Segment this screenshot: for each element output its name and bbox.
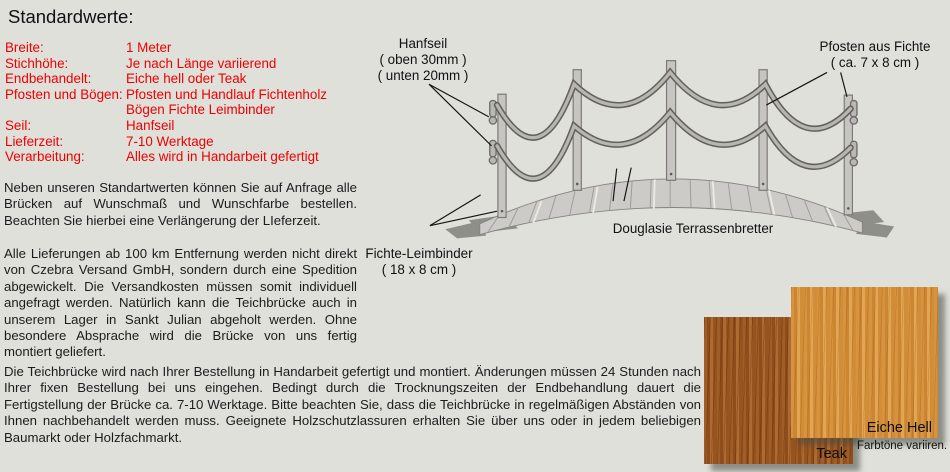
paragraph-production: Die Teichbrücke wird nach Ihrer Bestellung in Handarbeit gefertigt und montiert. Änderungen müssen 24 Stunden nach Ihrer fixen Bestellung bei uns eingehen. Bedingt durch die Trocknungszeiten der Endbehandlung dauert die Fertigstellung der Brücke ca. 7-10 Werktage. Bitte beachten Sie, dass die Teichbrücke in regelmäßigen Abständen von Ihnen nachbehandelt werden muss. Geeignete Holzschutzlassuren erhalten Sie über uns oder in jedem beliebigen Baumarkt oder Holzfachmarkt. — [4, 364, 701, 445]
annotation-pfosten — [808, 39, 942, 71]
spec-value: Hanfseil — [126, 117, 175, 133]
spec-value: 1 Meter — [126, 40, 172, 55]
spec-value: Bögen Fichte Leimbinder — [126, 102, 275, 118]
spec-label: Seil: — [5, 117, 32, 133]
spec-row — [5, 149, 327, 165]
spec-row — [5, 102, 327, 118]
annotation-hanfseil — [362, 36, 484, 84]
wood-sample-label: Eiche Hell — [866, 420, 932, 436]
spec-row — [5, 118, 327, 134]
annotation-line: ( 18 x 8 cm ) — [381, 262, 457, 277]
annotation-line: Pfosten aus Fichte — [819, 39, 931, 54]
annotation-leimbinder — [356, 246, 482, 278]
wood-sample-label: Teak — [816, 446, 847, 462]
spec-row — [5, 87, 327, 103]
spec-label — [5, 102, 126, 118]
spec-value: Alles wird in Handarbeit gefertigt — [126, 149, 319, 165]
spec-label: Pfosten und Bögen: — [5, 86, 123, 102]
spec-value: Pfosten und Handlauf Fichtenholz — [126, 86, 327, 102]
page-title: Standardwerte: — [8, 6, 134, 27]
annotation-deck: Douglasie Terrassenbretter — [612, 221, 774, 236]
spec-value: 7-10 Werktage — [126, 133, 214, 149]
annotation-line: ( oben 30mm ) — [379, 52, 467, 67]
wood-samples-caption: Farbtöne variiren. — [857, 440, 948, 452]
spec-row — [5, 71, 327, 87]
spec-row — [5, 134, 327, 150]
annotation-line: ( ca. 7 x 8 cm ) — [830, 55, 920, 70]
spec-label: Endbehandelt: — [5, 71, 92, 87]
wood-sample-eiche-hell — [791, 287, 938, 438]
spec-list — [5, 40, 327, 165]
paragraph-custom-orders: Neben unseren Standartwerten können Sie auf Anfrage alle Brücken auf Wunschmaß und Wunschfarbe bestellen. Beachten Sie hierbei eine Verlängerung der LIeferzeit. — [4, 180, 357, 228]
spec-label: Verarbeitung: — [5, 149, 85, 165]
spec-value: Je nach Länge variierend — [126, 55, 277, 71]
spec-row — [5, 40, 327, 56]
spec-value: Eiche hell oder Teak — [126, 71, 247, 87]
spec-row — [5, 56, 327, 72]
annotation-line: Fichte-Leimbinder — [365, 246, 473, 261]
annotation-line: ( unten 20mm ) — [377, 68, 469, 83]
spec-label: Stichhöhe: — [5, 55, 69, 71]
paragraph-shipping: Alle Lieferungen ab 100 km Entfernung werden nicht direkt von Czebra Versand GmbH, sondern durch eine Spedition abgewickelt. Die Versandkosten müssen somit individuell angefragt werden. Natürlich kann die Teichbrücke auch in unserem Lager in Sankt Julian abgeholt werden. Ohne besondere Absprache wird die Brücke von uns fertig montiert geliefert. — [4, 246, 357, 360]
annotation-line: Hanfseil — [398, 36, 448, 51]
spec-label: Lieferzeit: — [5, 133, 64, 149]
spec-label: Breite: — [5, 40, 44, 55]
